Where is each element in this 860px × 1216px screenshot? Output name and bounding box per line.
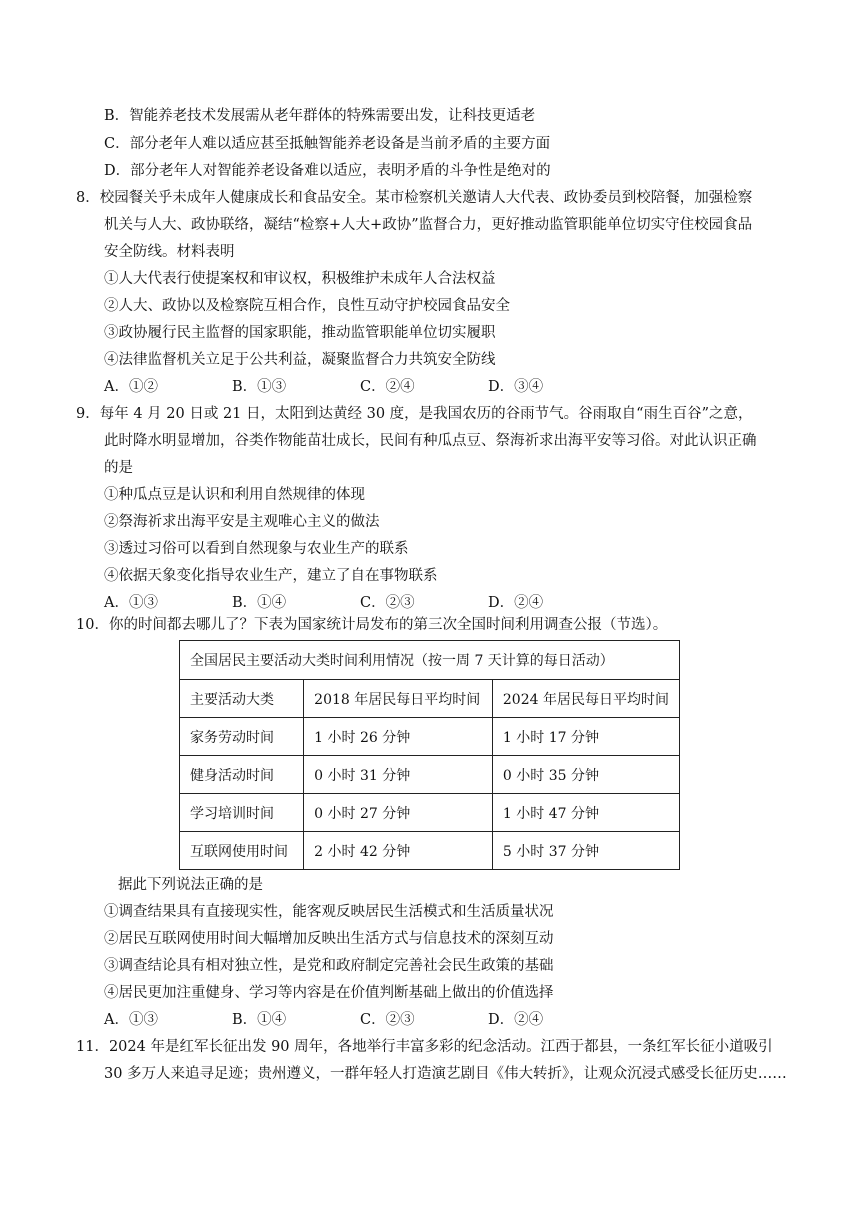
q10-lead: 据此下列说法正确的是	[118, 877, 263, 893]
q8-stem-line-3: 安全防线。材料表明	[104, 244, 235, 260]
q8-item-3: ③政协履行民主监督的国家职能，推动监管职能单位切实履职	[104, 325, 496, 341]
q11-stem-line-2: 30 多万人来追寻足迹；贵州遵义，一群年轻人打造演艺剧目《伟大转折》，让观众沉浸式感受长征历史……	[104, 1066, 787, 1082]
q9-item-2: ②祭海祈求出海平安是主观唯心主义的做法	[104, 514, 380, 530]
q9-option-b: B．①④	[232, 595, 287, 611]
table-header-2024: 2024 年居民每日平均时间	[492, 680, 679, 718]
q8-stem-line-1: 8．校园餐关乎未成年人健康成长和食品安全。某市检察机关邀请人大代表、政协委员到校陪餐，加强检察	[76, 190, 753, 206]
q11-stem-line-1: 11．2024 年是红军长征出发 90 周年，各地举行丰富多彩的纪念活动。江西于都县，一条红军长征小道吸引	[76, 1039, 773, 1055]
table-header-2018: 2018 年居民每日平均时间	[304, 680, 493, 718]
table-cell: 1 小时 26 分钟	[304, 718, 493, 756]
q9-item-1: ①种瓜点豆是认识和利用自然规律的体现	[104, 487, 365, 503]
table-row	[180, 794, 680, 832]
table-cell: 家务劳动时间	[180, 718, 304, 756]
table-header-row	[180, 680, 680, 718]
table-cell: 0 小时 27 分钟	[304, 794, 493, 832]
q9-option-a: A．①③	[104, 595, 158, 611]
table-row	[180, 756, 680, 794]
q9-item-3: ③透过习俗可以看到自然现象与农业生产的联系	[104, 541, 409, 557]
q9-stem-line-3: 的是	[104, 460, 133, 476]
table-cell: 1 小时 47 分钟	[492, 794, 679, 832]
q8-stem-line-2: 机关与人大、政协联络，凝结“检察+人大+政协”监督合力，更好推动监管职能单位切实守住校园食品	[104, 217, 753, 233]
table-cell: 0 小时 35 分钟	[492, 756, 679, 794]
q10-option-a: A．①③	[104, 1012, 158, 1028]
q10-item-2: ②居民互联网使用时间大幅增加反映出生活方式与信息技术的深刻互动	[104, 931, 554, 947]
q10-option-c: C．②③	[360, 1012, 415, 1028]
q9-stem-line-2: 此时降水明显增加，谷类作物能苗壮成长，民间有种瓜点豆、祭海祈求出海平安等习俗。对此认识正确	[104, 433, 757, 449]
q8-item-4: ④法律监督机关立足于公共利益，凝聚监督合力共筑安全防线	[104, 352, 496, 368]
table-row	[180, 832, 680, 870]
table-cell: 5 小时 37 分钟	[492, 832, 679, 870]
q8-option-b: B．①③	[232, 379, 287, 395]
table-caption-row	[180, 641, 680, 680]
q10-option-d: D．②④	[488, 1012, 544, 1028]
q7-option-c: C．部分老年人难以适应甚至抵触智能养老设备是当前矛盾的主要方面	[104, 136, 551, 152]
q8-option-c: C．②④	[360, 379, 415, 395]
q10-options	[104, 1010, 616, 1030]
q8-item-2: ②人大、政协以及检察院互相合作，良性互动守护校园食品安全	[104, 298, 510, 314]
table-caption: 全国居民主要活动大类时间利用情况（按一周 7 天计算的每日活动）	[180, 641, 680, 680]
table-cell: 互联网使用时间	[180, 832, 304, 870]
q7-option-d: D．部分老年人对智能养老设备难以适应，表明矛盾的斗争性是绝对的	[104, 163, 551, 179]
table-header-category: 主要活动大类	[180, 680, 304, 718]
q10-option-b: B．①④	[232, 1012, 287, 1028]
q8-options	[104, 377, 616, 397]
time-use-table	[179, 640, 680, 870]
q10-item-1: ①调查结果具有直接现实性，能客观反映居民生活模式和生活质量状况	[104, 904, 554, 920]
q7-option-b: B．智能养老技术发展需从老年群体的特殊需要出发，让科技更适老	[104, 108, 536, 124]
q8-option-d: D．③④	[488, 379, 544, 395]
table-cell: 健身活动时间	[180, 756, 304, 794]
q10-item-4: ④居民更加注重健身、学习等内容是在价值判断基础上做出的价值选择	[104, 985, 554, 1001]
q9-item-4: ④依据天象变化指导农业生产，建立了自在事物联系	[104, 568, 438, 584]
table-cell: 学习培训时间	[180, 794, 304, 832]
q10-item-3: ③调查结论具有相对独立性，是党和政府制定完善社会民生政策的基础	[104, 958, 554, 974]
table-cell: 1 小时 17 分钟	[492, 718, 679, 756]
q10-stem: 10．你的时间都去哪儿了？下表为国家统计局发布的第三次全国时间利用调查公报（节选）。	[76, 617, 668, 633]
table-cell: 2 小时 42 分钟	[304, 832, 493, 870]
table-row	[180, 718, 680, 756]
q9-options	[104, 593, 616, 613]
q9-stem-line-1: 9．每年 4 月 20 日或 21 日，太阳到达黄经 30 度，是我国农历的谷雨节气。谷雨取自“雨生百谷”之意，	[76, 406, 753, 422]
q9-option-c: C．②③	[360, 595, 415, 611]
q9-option-d: D．②④	[488, 595, 544, 611]
table-cell: 0 小时 31 分钟	[304, 756, 493, 794]
q8-option-a: A．①②	[104, 379, 158, 395]
q8-item-1: ①人大代表行使提案权和审议权，积极维护未成年人合法权益	[104, 271, 496, 287]
